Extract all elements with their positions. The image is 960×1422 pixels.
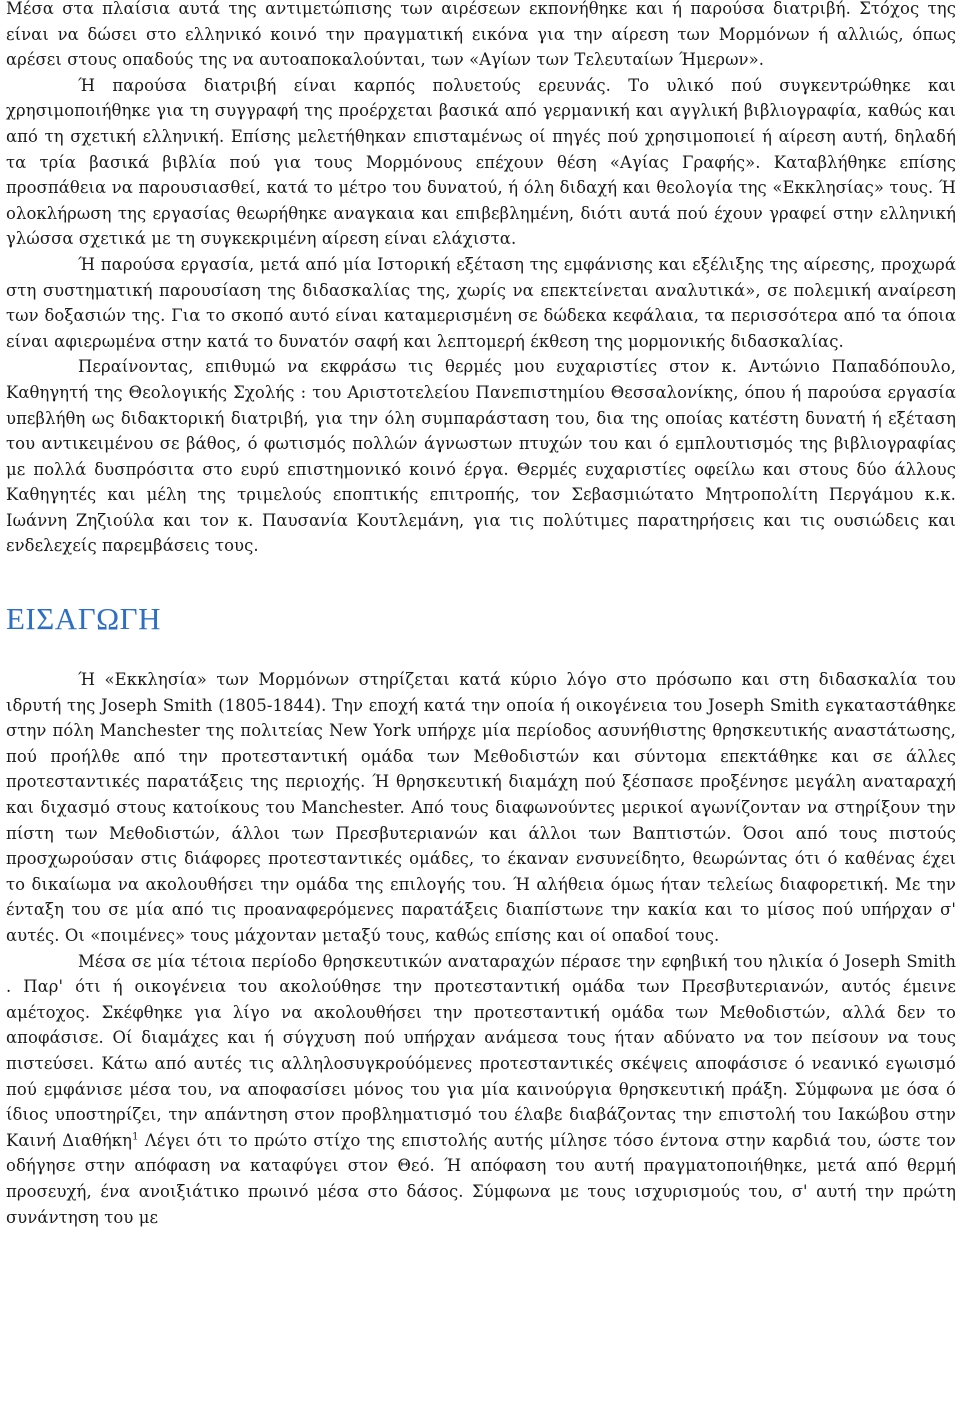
paragraph-acknowledgements: Περαίνοντας, επιθυμώ να εκφράσω τις θερμές μου ευχαριστίες στον κ. Αντώνιο Παπαδόπουλο, Καθηγητή της Θεολογικής Σχολής : του Αριστοτελείου Πανεπιστημίου Θεσσαλονίκης, όπου ή παρούσα εργασία υπεβλήθη ως διδακτορική διατριβή, για την όλη συμπαράσταση του, δια της οποίας κατέστη δυνατή ή εξέταση του αντικειμένου σε βάθος, ό φωτισμός πολλών άγνωστων πτυχών του και ό εμπλουτισμός της βιβλιογραφίας με πολλά δυσπρόσιτα στο ευρύ επιστημονικό κοινό έργα. Θερμές ευχαριστίες οφείλω και στους δύο άλλους Καθηγητές και μέλη της τριμελούς εποπτικής επιτροπής, τον Σεβασμιώτατο Μητροπολίτη Περγάμου κ.κ. Ιωάννη Ζηζιούλα και τον κ. Παυσανία Κουτλεμάνη, για τις πολύτιμες παρατηρήσεις και τις ουσιώδεις και ενδελεχείς παρεμβάσεις τους. (6, 357, 956, 556)
paragraph-introduction-2-cont: Λέγει ότι το πρώτο στίχο της επιστολής αυτής μίλησε τόσο έντονα στην καρδιά του, ώστε τον οδήγησε στην απόφαση να καταφύγει στον Θεό. Ή απόφαση του αυτή πραγματοποιήθηκε, μετά από θερμή προσευχή, ένα ανοιξιάτικο πρωινό μέσα στο δάσος. Σύμφωνα με τους ισχυρισμούς του, σ' αυτή την πρώτη συνάντηση του με (6, 1130, 956, 1227)
paragraph-introduction-2-text: Μέσα σε μία τέτοια περίοδο θρησκευτικών αναταραχών πέρασε την εφηβική του ηλικία ό Joseph Smith . Παρ' ότι ή οικογένεια του ακολούθησε την προτεσταντική ομάδα των Πρεσβυτεριανών, αυτός έμεινε αμέτοχος. Σκέφθηκε για λίγο να ακολουθήσει την προτεσταντική ομάδα των Μεθοδιστών, αλλά δεν το αποφάσισε. Οί διαμάχες και ή σύγχυση πού υπήρχαν ανάμεσα τους ήταν αδύνατο να τον πείσουν να τους πιστεύσει. Κάτω από αυτές τις αλληλοσυγκρούόμενες προτεσταντικές σκέψεις αποφάσισε ό νεανικό εγωισμό πού εμφάνισε μέσα του, να αποφασίσει μόνος του για μία καινούργια θρησκευτική πράξη. Σύμφωνα με όσα ό ίδιος υποστηρίζει, την απάντηση στον προβληματισμό του έλαβε διαβάζοντας την επιστολή του Ιακώβου στην Καινή Διαθήκη (6, 951, 956, 1150)
paragraph-intro-3: Ή παρούσα εργασία, μετά από μία Ιστορική εξέταση της εμφάνισης και εξέλιξης της αίρεσης, προχωρά στη συστηματική παρουσίαση της διδασκαλίας της, χωρίς να επεκτείνεται αναλυτικά», σε πολεμική αναίρεση των δοξασιών της. Για το σκοπό αυτό είναι καταμερισμένη σε δώδεκα κεφάλαια, τα περισσότερα από τα όποια είναι αφιερωμένα στην κατά το δυνατόν σαφή και λεπτομερή έκθεση της μορμονικής διδασκαλίας. (6, 254, 956, 351)
paragraph-introduction-1: Ή «Εκκλησία» των Μορμόνων στηρίζεται κατά κύριο λόγο στο πρόσωπο και στη διδασκαλία του ιδρυτή της Joseph Smith (1805-1844). Την εποχή κατά την οποία ή οικογένεια του Joseph Smith εγκαταστάθηκε στην πόλη Manchester της πολιτείας New York υπήρχε μία περίοδος ασυνήθιστης θρησκευτικής αναστάτωσης, πού προήλθε από την προτεσταντική ομάδα των Μεθοδιστών και σύντομα επεκτάθηκε και σε άλλες προτεσταντικές παρατάξεις της περιοχής. Ή θρησκευτική διαμάχη πού ξέσπασε προξένησε μεγάλη αναταραχή και διχασμό στους κατοίκους του Manchester. Από τους διαφωνούντες μερικοί αγωνίζονταν να στηρίξουν την πίστη των Μεθοδιστών, άλλοι των Πρεσβυτεριανών και άλλοι των Βαπτιστών. Όσοι από τους πιστούς προσχωρούσαν στις διάφορες προτεσταντικές ομάδες, το έκαναν ενσυνείδητο, θεωρώντας ότι ό καθένας έχει το δικαίωμα να ακολουθήσει την ομάδα της επιλογής του. Ή αλήθεια όμως ήταν τελείως διαφορετική. Με την ένταξη του σε μία από τις προαναφερόμενες παρατάξεις διαπίστωνε την κακία και το μίσος πού υπήρχαν σ' αυτές. Οι «ποιμένες» τους μάχονταν μεταξύ τους, καθώς επίσης και οί οπαδοί τους. (6, 670, 956, 945)
paragraph-introduction-2 (6, 949, 956, 1231)
section-heading: ΕΙΣΑΓΩΓΗ (6, 601, 161, 637)
footnote-marker[interactable]: 1 (132, 1131, 139, 1143)
paragraph-intro-1: Μέσα στα πλαίσια αυτά της αντιμετώπισης των αιρέσεων εκπονήθηκε και ή παρούσα διατριβή. Στόχος της είναι να δώσει στο ελληνικό κοινό την πραγματική εικόνα για την αίρεση των Μορμόνων ή αλλιώς, όπως αρέσει στους οπαδούς της να αυτοαποκαλούνται, των «Αγίων των Τελευταίων Ήμερων». (6, 0, 956, 70)
paragraph-intro-2: Ή παρούσα διατριβή είναι καρπός πολυετούς ερευνάς. Το υλικό πού συγκεντρώθηκε και χρησιμοποιήθηκε για τη συγγραφή της προέρχεται βασικά από γερμανική και αγγλική βιβλιογραφία, καθώς και από τη σχετική ελληνική. Επίσης μελετήθηκαν επισταμένως οί πηγές πού χρησιμοποιεί ή αίρεση αυτή, δηλαδή τα τρία βασικά βιβλία πού για τους Μορμόνους επέχουν θέση «Αγίας Γραφής». Καταβλήθηκε επίσης προσπάθεια να παρουσιασθεί, κατά το μέτρο του δυνατού, ή όλη διδαχή και θεολογία της «Εκκλησίας» τους. Ή ολοκλήρωση της εργασίας θεωρήθηκε αναγκαια και επιβεβλημένη, διότι αυτά πού έχουν γραφεί στην ελληνική γλώσσα σχετικά με τη συγκεκριμένη αίρεση είναι ελάχιστα. (6, 75, 956, 249)
